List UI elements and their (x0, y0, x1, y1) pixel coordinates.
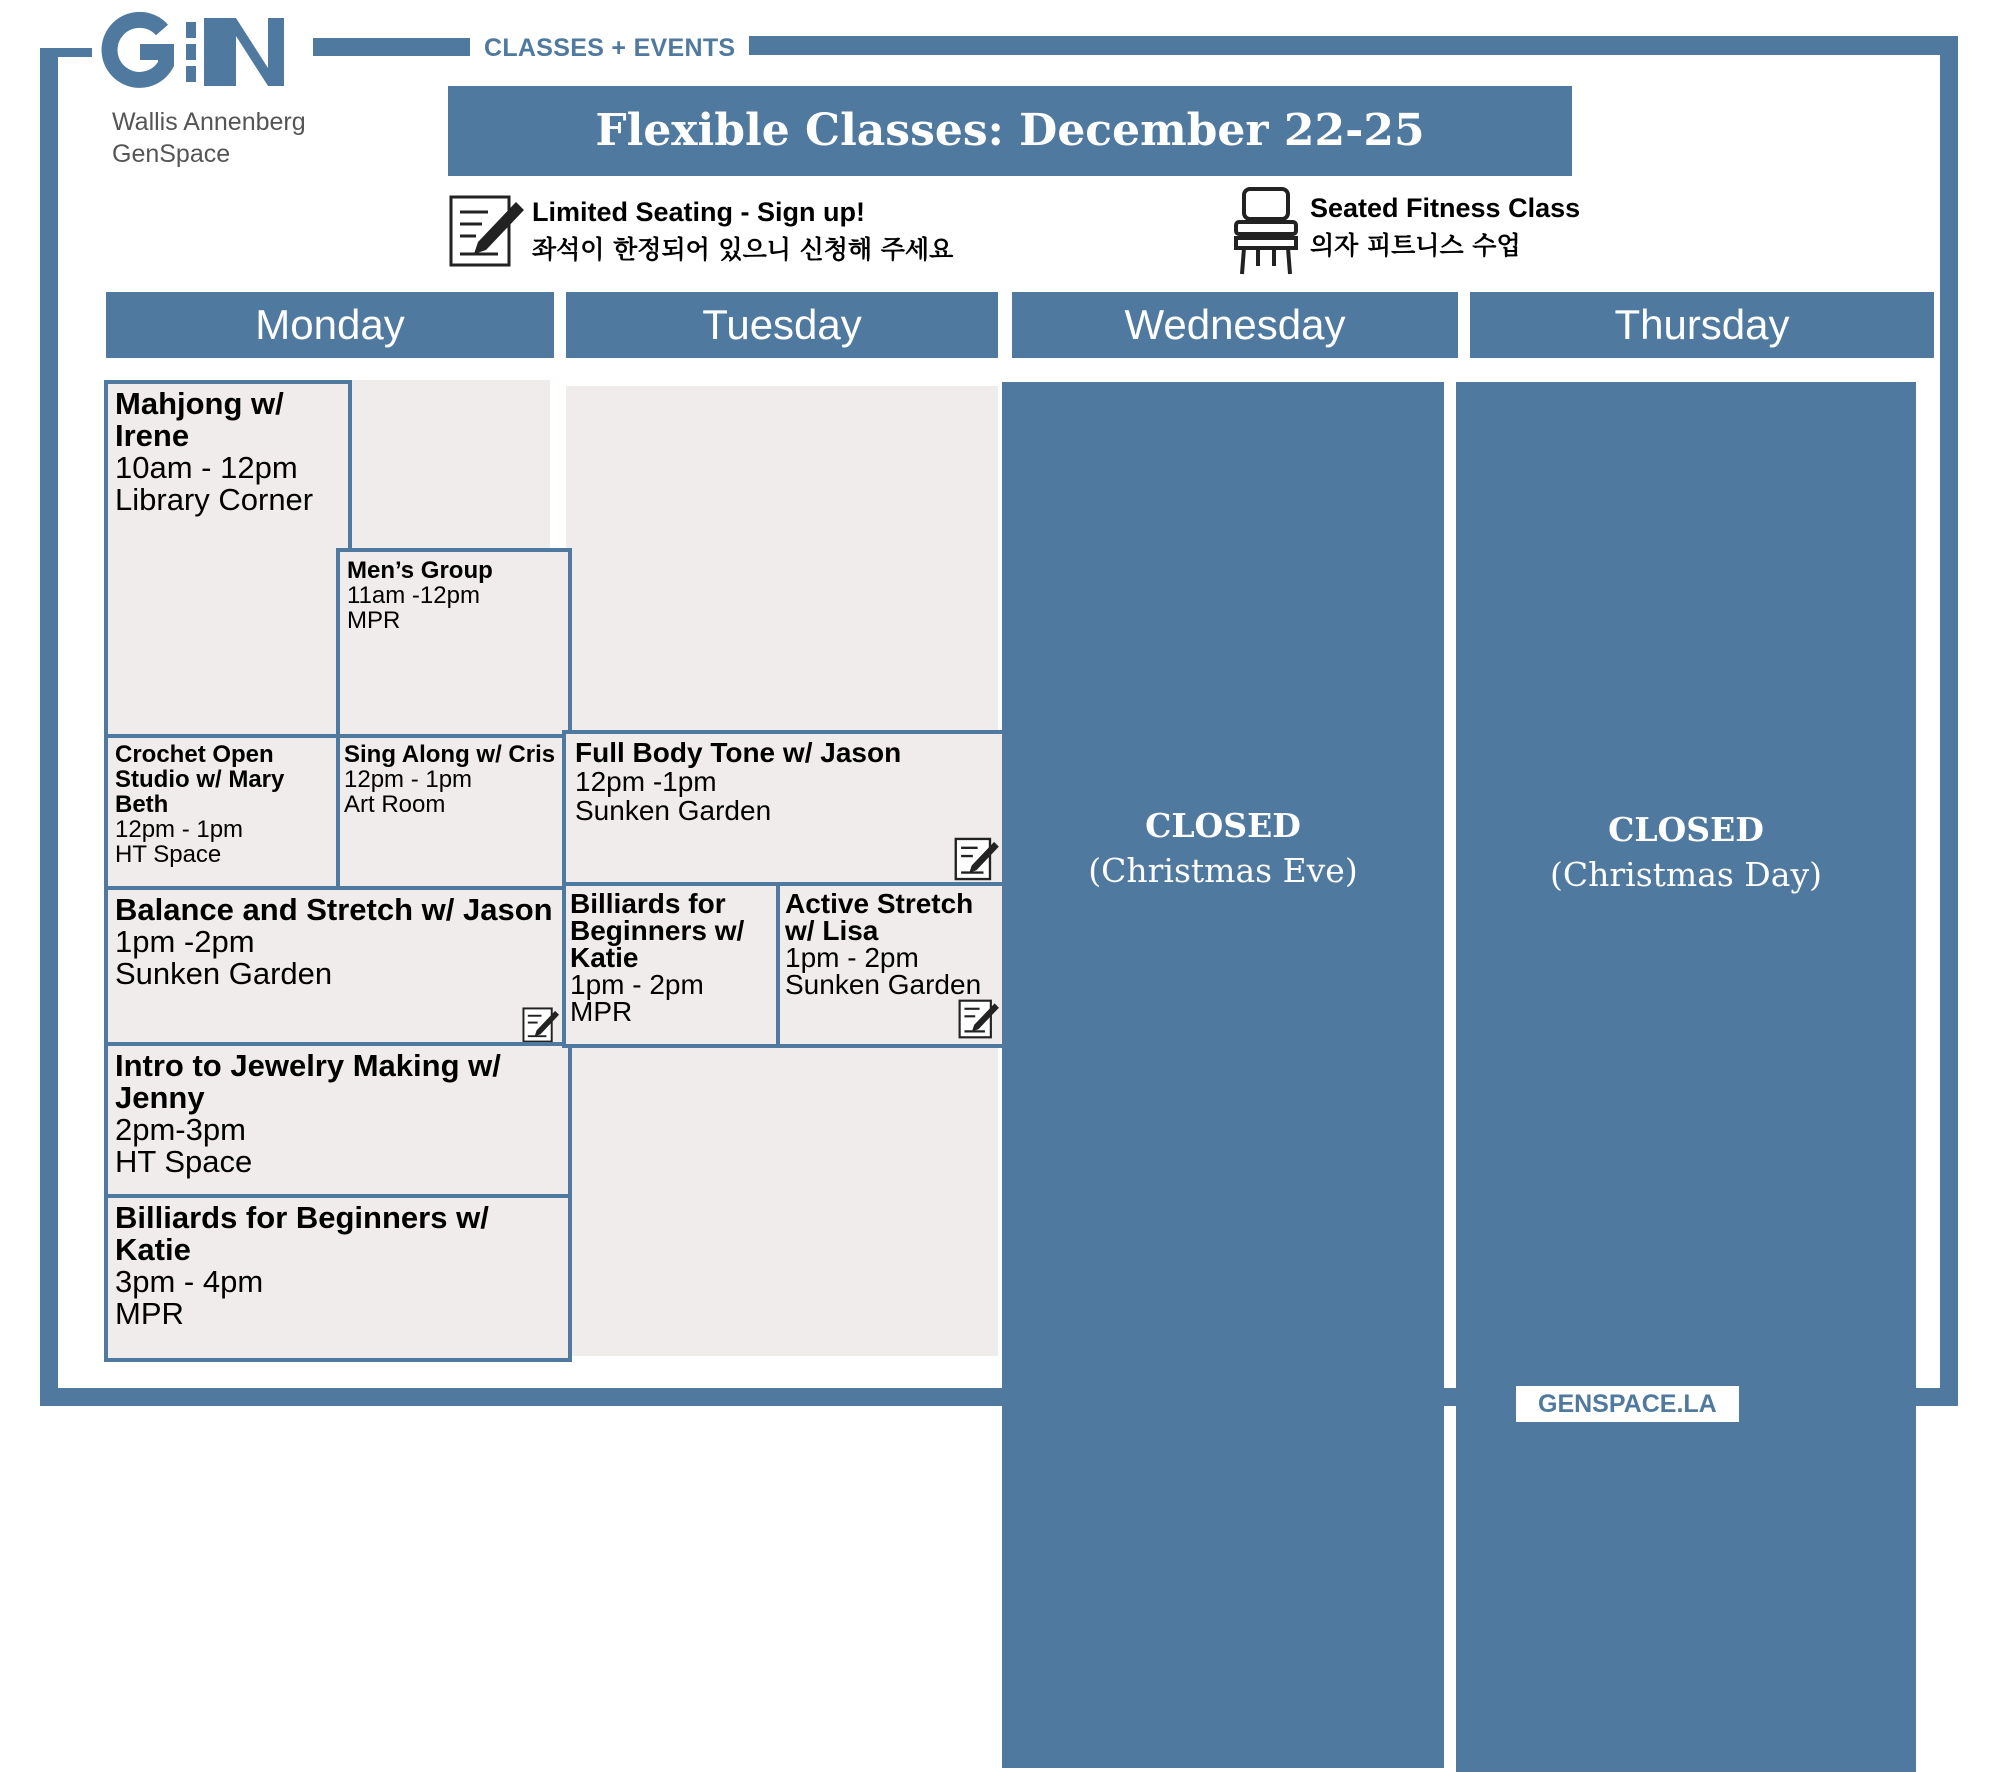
class-location: HT Space (115, 1144, 253, 1179)
class-title: Men’s Group (347, 557, 493, 584)
class-card[interactable] (562, 730, 1012, 892)
logo-line1: Wallis Annenberg (112, 108, 306, 136)
class-time: 2pm-3pm (115, 1112, 246, 1147)
frame-inner-top (728, 52, 1940, 55)
wednesday-closed-panel (1002, 382, 1444, 1768)
class-title: Full Body Tone w/ Jason (575, 737, 902, 768)
class-title: Crochet Open Studio w/ Mary Beth (115, 741, 285, 818)
class-location: Sunken Garden (785, 969, 982, 1000)
class-location: Sunken Garden (115, 956, 333, 991)
genspace-logo-icon (100, 12, 310, 92)
legend-seated-en: Seated Fitness Class (1310, 193, 1581, 223)
legend-seated (1310, 190, 1580, 264)
frame-top-mid (313, 38, 470, 56)
class-title: Billiards for Beginners w/ Katie (115, 1200, 489, 1267)
class-location: Art Room (344, 791, 446, 818)
class-card[interactable] (336, 548, 572, 746)
page-title: Flexible Classes: December 22-25 (448, 86, 1572, 176)
day-header-wednesday: Wednesday (1012, 292, 1458, 358)
closed-note: (Christmas Eve) (1088, 851, 1358, 890)
class-title: Billiards for Beginners w/ Katie (570, 888, 745, 973)
class-location: Sunken Garden (575, 795, 772, 826)
class-time: 1pm - 2pm (785, 942, 919, 973)
class-card[interactable] (336, 734, 569, 898)
class-title: Balance and Stretch w/ Jason (115, 892, 553, 927)
frame-left (40, 48, 58, 1406)
day-header-thursday: Thursday (1470, 292, 1934, 358)
closed-status: CLOSED (1145, 806, 1301, 845)
class-time: 10am - 12pm (115, 450, 298, 485)
section-label: CLASSES + EVENTS (470, 30, 749, 66)
class-location: HT Space (115, 841, 222, 868)
closed-note: (Christmas Day) (1550, 855, 1822, 894)
legend-signup-ko: 좌석이 한정되어 있으니 신청해 주세요 (532, 235, 954, 264)
logo-text (112, 106, 306, 170)
signup-pen-icon (522, 1006, 560, 1044)
closed-status: CLOSED (1608, 810, 1764, 849)
logo-line2: GenSpace (112, 140, 231, 168)
class-time: 12pm -1pm (575, 766, 717, 797)
frame-right (1940, 36, 1958, 1406)
signup-pen-icon (954, 836, 1000, 882)
thursday-closed-panel (1456, 382, 1916, 1772)
class-location: Library Corner (115, 482, 314, 517)
class-time: 3pm - 4pm (115, 1264, 264, 1299)
website-link[interactable]: GENSPACE.LA (1516, 1386, 1739, 1422)
signup-pen-icon (448, 192, 526, 270)
class-card[interactable] (776, 882, 1008, 1048)
class-time: 11am -12pm (347, 582, 480, 609)
class-location: MPR (347, 607, 401, 634)
class-card[interactable] (104, 1042, 572, 1202)
class-title: Sing Along w/ Cris (344, 741, 556, 768)
class-title: Intro to Jewelry Making w/ Jenny (115, 1048, 501, 1115)
chair-icon (1232, 186, 1300, 276)
legend-signup-en: Limited Seating - Sign up! (532, 197, 865, 227)
class-card[interactable] (104, 734, 352, 898)
class-title: Active Stretch w/ Lisa (785, 888, 974, 946)
day-header-monday: Monday (106, 292, 554, 358)
class-card[interactable] (104, 380, 352, 746)
class-time: 12pm - 1pm (115, 816, 244, 843)
class-time: 1pm -2pm (115, 924, 255, 959)
signup-pen-icon (958, 998, 1000, 1040)
legend-seated-ko: 의자 피트니스 수업 (1310, 231, 1521, 260)
class-card[interactable] (104, 1194, 572, 1362)
class-time: 1pm - 2pm (570, 969, 704, 1000)
class-location: MPR (570, 996, 633, 1027)
class-card[interactable] (562, 882, 791, 1048)
class-time: 12pm - 1pm (344, 766, 473, 793)
class-location: MPR (115, 1296, 184, 1331)
class-card[interactable] (104, 886, 572, 1054)
class-title: Mahjong w/ Irene (115, 386, 284, 453)
legend-signup (532, 194, 953, 268)
day-header-tuesday: Tuesday (566, 292, 998, 358)
